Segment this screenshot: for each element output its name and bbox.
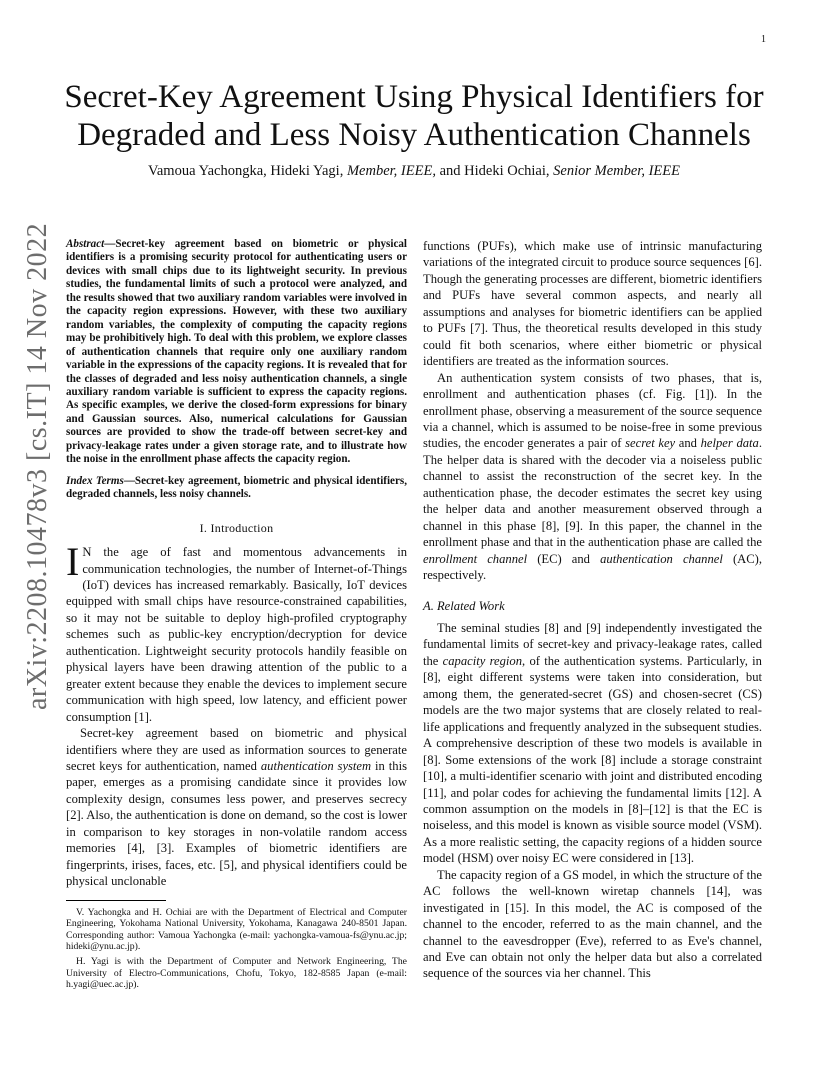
abstract-text: —Secret-key agreement based on biometric or physical identifiers is a promising security protocol for authenticating users or devices with small chips due to its lightweight security. In previous studies, the fundamental limits of such a protocol were analyzed, and the results showed that two auxiliary random variables were involved in the capacity region expressions. However, with these two auxiliary random variables, the complexity of computing the capacity regions may be prohibitively high. To deal with this problem, we explore classes of authentication channels that require only one auxiliary random variable in the expressions of the capacity regions. It is revealed that for the classes of degraded and less noisy authentication channels, a single auxiliary random variable is sufficient to express the capacity regions. As specific examples, we derive the closed-form expressions for binary and Gaussian sources. Also, numerical calculations for Gaussian sources are provided to show the trade-off between secret-key and privacy-leakage rates under a given storage rate, and to illustrate how the noise in the enrollment phase affects the capacity region. <box>66 238 407 466</box>
right-paragraph-2-text-b: and <box>675 436 701 451</box>
page-number: 1 <box>761 34 766 45</box>
abstract-label: Abstract <box>66 238 105 250</box>
footnote-affiliation-2: H. Yagi is with the Department of Computer and Network Engineering, The University of Electro-Communications, Chofu, Tokyo, 182-8585 Japan (e-mail: h.yagi@uec.ac.jp). <box>66 955 407 991</box>
intro-paragraph-2-emphasis: authentication system <box>260 758 372 773</box>
index-terms <box>66 475 407 502</box>
right-paragraph-1: functions (PUFs), which make use of intrinsic manufacturing variations of the integrated circuit to produce source sequences [6]. Though the generating processes are different, biometric identifiers and PUFs have several common aspects, and nearly all assumptions and analyses for biometric identifiers can be applied to PUFs [7]. Thus, the theoretical results developed in this study could fit both scenarios, where either biometric or physical identifiers are treated as the information sources. <box>423 239 762 369</box>
title-line-2: Degraded and Less Noisy Authentication Channels <box>77 117 751 153</box>
title-line-1: Secret-Key Agreement Using Physical Identifiers for <box>64 79 764 115</box>
intro-paragraph-1-text: N the age of fast and momentous advancements in communication technologies, the number of Internet-of-Things (IoT) devices has increased remarkably. Basically, IoT devices equipped with small chips have resource-constrained capabilities, so it may not be suitable to deploy high-profiled cryptography schemes such as public-key encryption/decryption for device authentication. Lightweight security protocols handily feasible on physical layers have been drawing attention of the public to a greater extent because they enable the devices to implement secure communication with high speed, low latency, and efficient power consumption [1]. <box>66 545 407 724</box>
left-column <box>66 238 407 994</box>
right-paragraph-2-text-e: (AC), respectively. <box>423 551 762 583</box>
authors-role-1: Member, IEEE, <box>346 163 436 179</box>
intro-paragraph-2 <box>66 725 407 890</box>
footnote-divider <box>66 900 166 901</box>
term-authentication-channel: authentication channel <box>600 551 723 566</box>
right-paragraph-3-text-a: The seminal studies [8] and [9] independently investigated the fundamental limits of secret-key and privacy-leakage rates, called the <box>423 620 762 668</box>
author-list <box>40 163 788 180</box>
authors-role-2: Senior Member, IEEE <box>553 163 680 179</box>
footnote-affiliation-1: V. Yachongka and H. Ochiai are with the Department of Electrical and Computer Engineering, Yokohama National University, Yokohama, Kanagawa 240-8501 Japan. Corresponding author: Vamoua Yachongka (e-mail: yachongka-vamoua-fs@ynu.ac.jp; hideki@ynu.ac.jp). <box>66 906 407 953</box>
term-enrollment-channel: enrollment channel <box>423 551 528 566</box>
abstract <box>66 238 407 467</box>
index-terms-text: —Secret-key agreement, biometric and physical identifiers, degraded channels, less noisy channels. <box>66 474 407 501</box>
intro-paragraph-2-text-b: in this paper, emerges as a promising candidate since it provides low complexity design, consumes less power, and preserves secrecy [2]. Also, the authentication is done on demand, so the cost is lower in comparison to key storages in non-volatile random access memories [4], [3]. Examples of biometric identifiers are fingerprints, irises, faces, etc. [5], and physical identifiers could be physical unclonable <box>66 758 408 889</box>
subsection-heading-related-work: A. Related Work <box>423 598 505 613</box>
right-paragraph-2-text-a: An authentication system consists of two phases, that is, enrollment and authentication phases (cf. Fig. [1]). In the enrollment phase, observing a measurement of the source sequence via a channel, which is assumed to be noise-free in some previous studies, the encoder generates a pair of <box>423 370 762 451</box>
index-terms-label: Index Terms <box>66 474 124 487</box>
paper-title <box>40 78 788 154</box>
right-paragraph-4: The capacity region of a GS model, in which the structure of the AC follows the well-known wiretap channels [14], was investigated in [15]. In this model, the AC is composed of the channel to the encoder, referred to as the main channel, and the channel to the eavesdropper (Eve), referred to as Eve's channel, and Eve can obtain not only the helper data but also a correlated sequence of the sources via her channel. This <box>423 867 762 981</box>
right-paragraph-2-text-c: . The helper data is shared with the decoder via a noiseless public channel to assist the reconstruction of the secret key. In the authentication phase, the decoder estimates the secret key using the helper data and another measurement observed through a channel in this phase [8], [9]. In this paper, the channel in the enrollment phase and that in the authentication phase are called the <box>423 436 762 550</box>
section-heading-introduction: I. Introduction <box>199 520 274 535</box>
right-paragraph-3-text-b: , of the authentication systems. Particularly, in [8], eight different systems were taken into consideration, but among them, the generated-secret (GS) and chosen-secret (CS) models are the two major systems that are closely related to real-life applications and frequently analyzed in the subsequent studies. A comprehensive description of these two models is available in [8]. Some extensions of the work [8] include a storage constraint [10], a multi-identifier scenario with joint and distributed encoding [11], and polar codes for achieving the fundamental limits [12]. A common assumption on the models in [8]–[12] is that the EC is noiseless, and this model is known as visible source model (VSM). As a more realistic setting, the capacity regions of a hidden source model (HSM) over noisy EC were considered in [13]. <box>423 653 762 866</box>
authors-part-1: Vamoua Yachongka, Hideki Yagi, <box>148 163 347 179</box>
intro-paragraph-1 <box>66 539 407 725</box>
right-paragraph-3 <box>423 620 762 867</box>
right-paragraph-2-text-d: (EC) and <box>527 551 601 566</box>
right-paragraph-2 <box>423 370 762 584</box>
arxiv-identifier[interactable]: arXiv:2208.10478v3 [cs.IT] 14 Nov 2022 <box>22 222 53 710</box>
term-secret-key: secret key <box>625 436 676 451</box>
intro-paragraph-2-text-a: Secret-key agreement based on biometric and physical identifiers where they are used as information sources to generate secret keys for authentication, named <box>66 726 407 773</box>
term-capacity-region: capacity region <box>442 653 523 668</box>
term-helper-data: helper data <box>700 436 759 451</box>
drop-cap: I <box>66 539 80 585</box>
right-column <box>423 238 762 982</box>
authors-part-2: and Hideki Ochiai, <box>435 163 554 179</box>
